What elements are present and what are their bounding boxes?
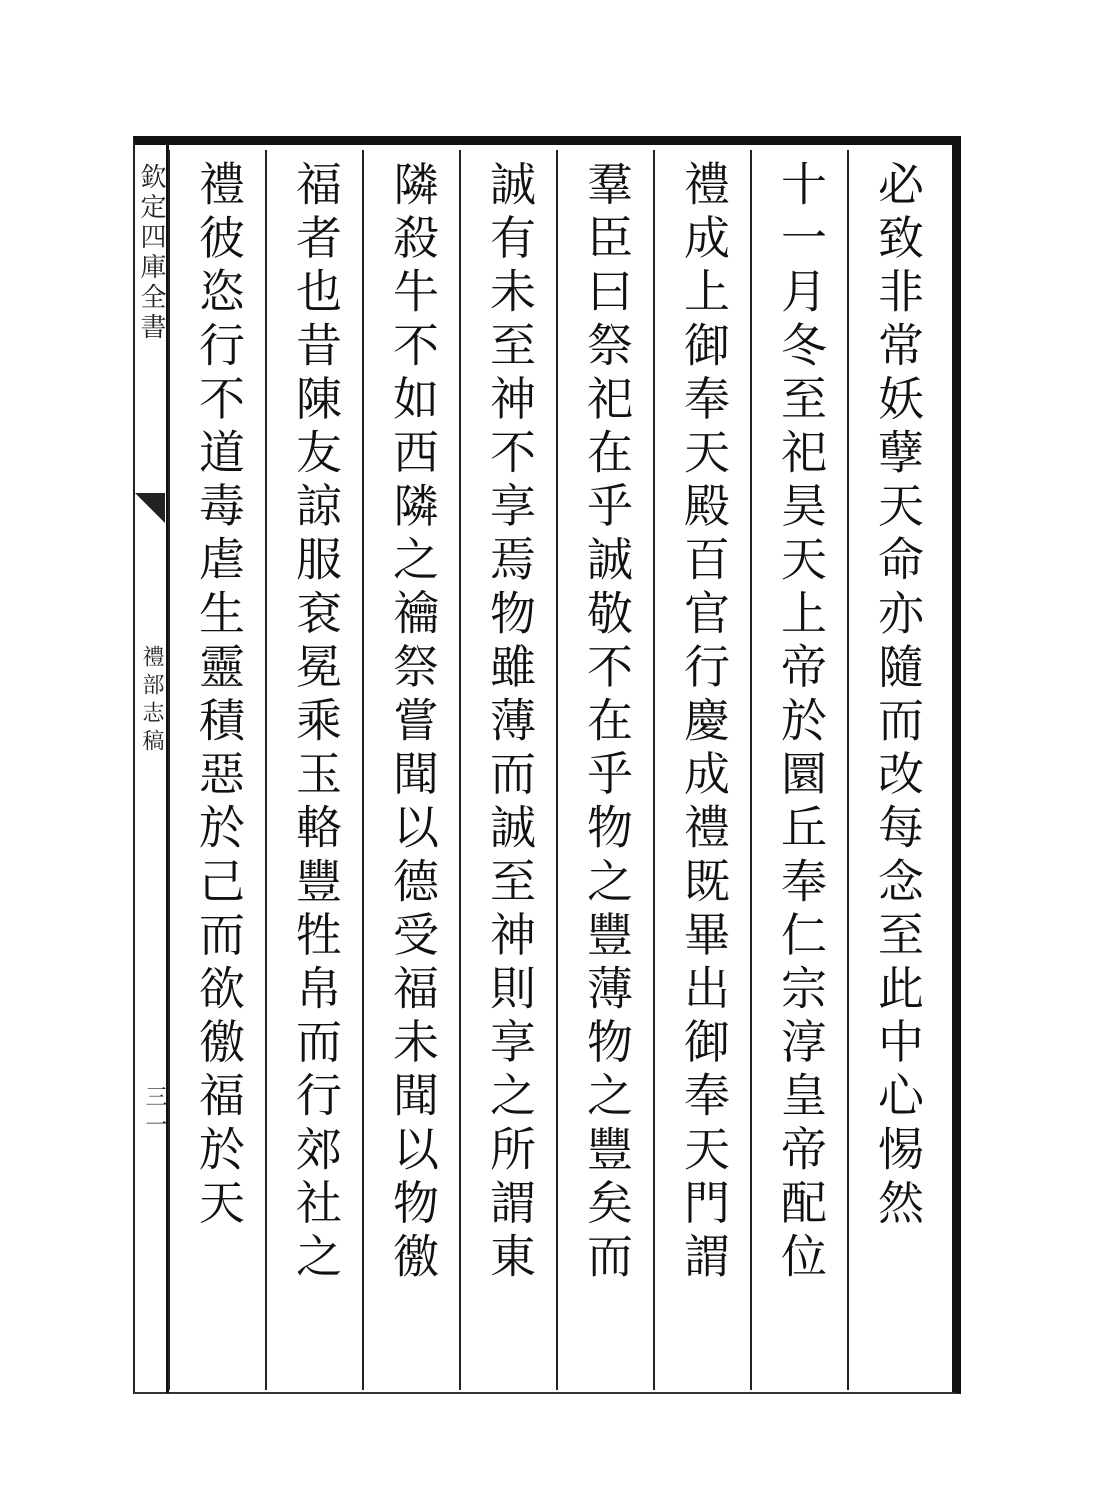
page-number: 三一	[142, 1085, 167, 1141]
column-text: 禮成上御奉天殿百官行慶成禮既畢出御奉天門謂	[677, 160, 731, 1286]
series-title: 欽定四庫全書	[136, 163, 166, 343]
column-text: 十一月冬至祀昊天上帝於圜丘奉仁宗淳皇帝配位	[774, 160, 828, 1286]
text-column	[459, 150, 556, 1390]
column-text: 隣殺牛不如西隣之禴祭嘗聞以德受福未聞以物徼	[386, 160, 440, 1286]
column-text: 誠有未至神不享焉物雖薄而誠至神則享之所謂東	[483, 160, 537, 1286]
text-column	[750, 150, 847, 1390]
page-margin	[133, 145, 169, 1393]
book-title: 禮部志稿	[139, 645, 164, 757]
column-text: 羣臣曰祭祀在乎誠敬不在乎物之豐薄物之豐矣而	[580, 160, 634, 1286]
text-column	[362, 150, 459, 1390]
column-text: 福者也昔陳友諒服袞冕乘玉輅豐牲帛而行郊社之	[289, 160, 343, 1286]
fish-tail-mark-icon	[135, 493, 165, 523]
text-column	[653, 150, 750, 1390]
column-text: 禮彼恣行不道毒虐生靈積惡於己而欲徼福於天	[192, 160, 246, 1232]
text-column	[168, 150, 265, 1390]
text-column	[265, 150, 362, 1390]
column-text: 必致非常妖孽天命亦隨而改每念至此中心惕然	[871, 160, 925, 1232]
text-column	[556, 150, 653, 1390]
text-column	[847, 150, 944, 1390]
